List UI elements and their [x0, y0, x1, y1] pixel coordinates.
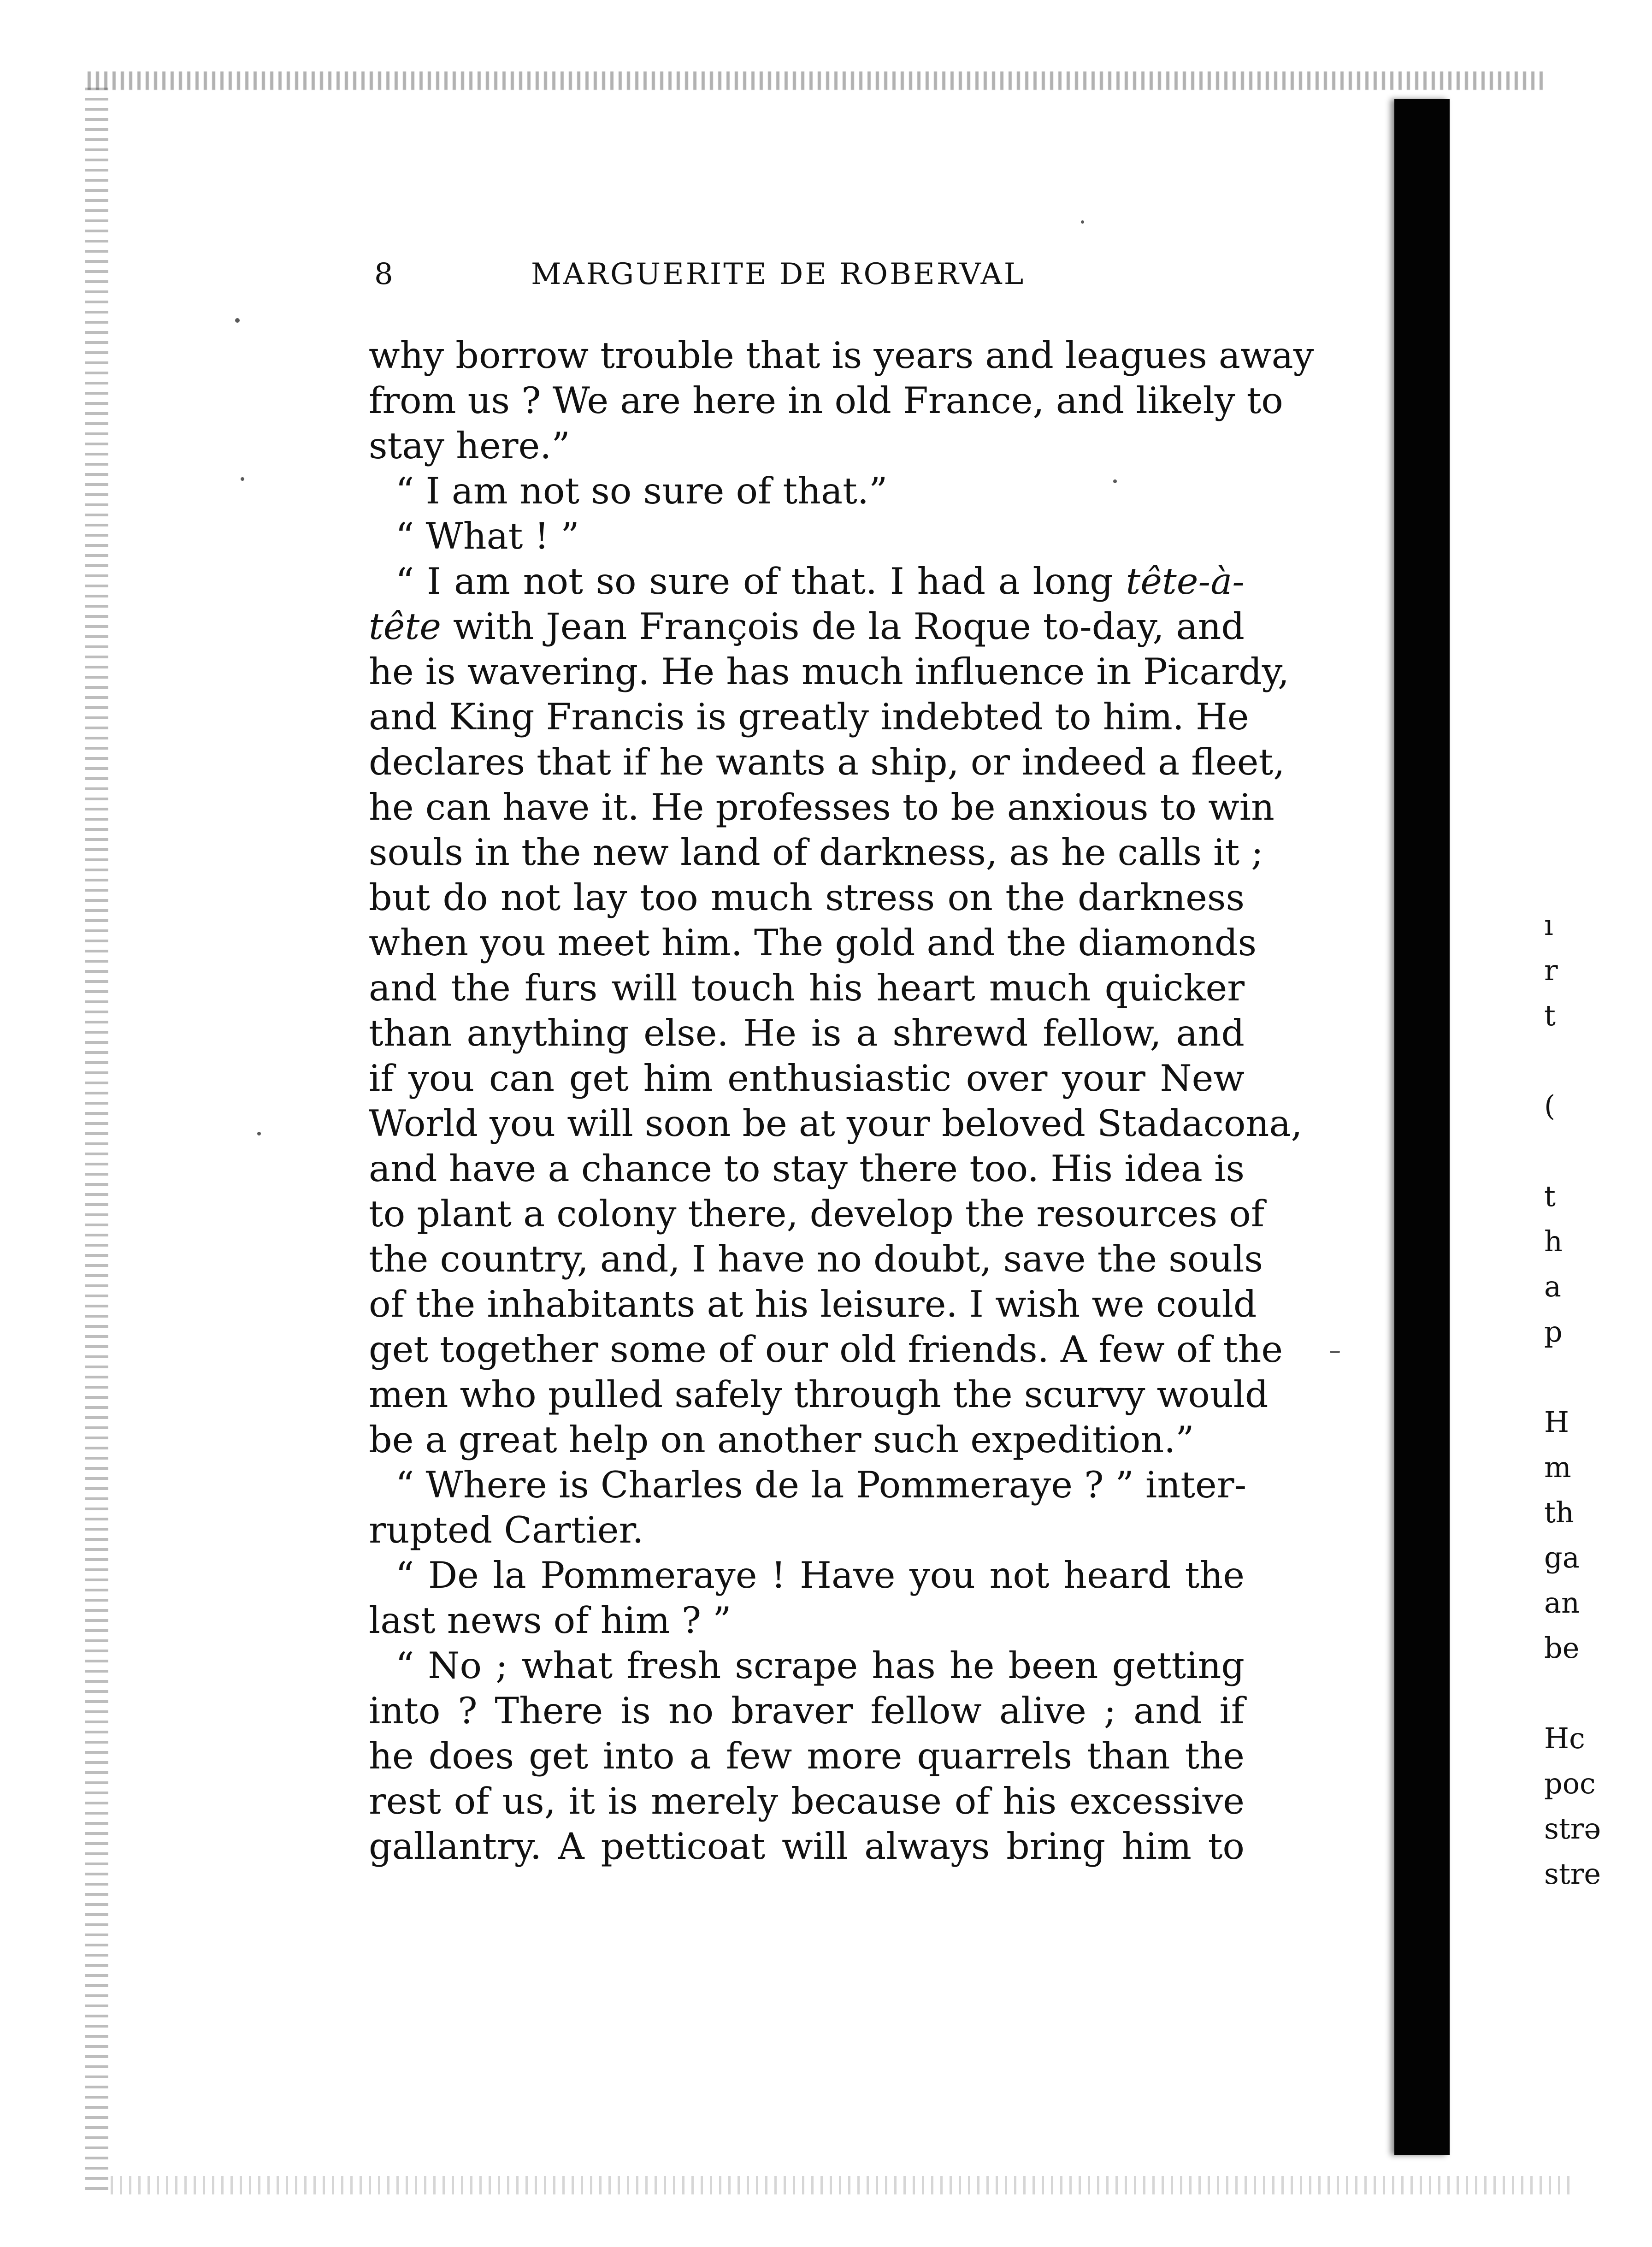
scan-speck: [235, 318, 240, 323]
right-fragment: a: [1544, 1270, 1561, 1303]
text-line-7: [369, 604, 1245, 649]
italic-tete-a-fragment: tête-à-: [1126, 560, 1245, 603]
right-fragment: t: [1544, 999, 1556, 1032]
right-fragment: strǝ: [1544, 1812, 1601, 1845]
right-fragment: ga: [1544, 1541, 1580, 1574]
bottom-scan-noise: [111, 2176, 1576, 2194]
text-line-2: from us ? We are here in old France, and likely to: [369, 379, 1283, 422]
text-line-21: the country, and, I have no doubt, save the souls: [369, 1238, 1263, 1280]
text-line-8: he is wavering. He has much influence in Picardy,: [369, 650, 1289, 693]
scan-speck: [1330, 1351, 1340, 1353]
text-line-17: if you can get him enthusiastic over your New: [369, 1057, 1245, 1100]
right-fragment: th: [1544, 1496, 1574, 1529]
text-line-33: rest of us, it is merely because of his excessive: [369, 1780, 1245, 1822]
right-fragment: m: [1544, 1450, 1571, 1484]
right-fragment: h: [1544, 1224, 1563, 1258]
text-line-23: get together some of our old friends. A few of the: [369, 1328, 1283, 1371]
text-line-3: stay here.”: [369, 425, 570, 467]
text-line-26: “ Where is Charles de la Pommeraye ? ” inter-: [395, 1464, 1247, 1506]
text-line-5: “ What ! ”: [395, 515, 579, 557]
scan-speck: [241, 477, 244, 481]
text-line-1: why borrow trouble that is years and leagues away: [369, 334, 1314, 377]
left-scan-noise: [85, 88, 108, 2190]
right-fragment: an: [1544, 1586, 1580, 1620]
italic-tete-fragment: tête: [369, 605, 441, 648]
scan-speck: [257, 1132, 261, 1135]
right-fragment: be: [1544, 1631, 1580, 1665]
text-line-32: he does get into a few more quarrels than the: [369, 1735, 1245, 1777]
text-line-7-end: with Jean François de la Roque to-day, and: [441, 605, 1245, 648]
right-fragment: ı: [1544, 908, 1553, 942]
text-line-9: and King Francis is greatly indebted to him. He: [369, 696, 1249, 738]
right-fragment: t: [1544, 1179, 1556, 1213]
text-line-20: to plant a colony there, develop the resources of: [369, 1193, 1265, 1235]
text-line-27: rupted Cartier.: [369, 1509, 644, 1551]
text-line-6-start: “ I am not so sure of that. I had a long: [395, 560, 1126, 603]
page-number: 8: [374, 257, 395, 291]
right-fragment: H: [1544, 1405, 1569, 1439]
right-fragment: poc: [1544, 1767, 1596, 1800]
text-line-31: into ? There is no braver fellow alive ; and if: [369, 1690, 1245, 1732]
scan-speck: [1081, 220, 1084, 224]
right-fragment: r: [1544, 953, 1558, 987]
page-header: [374, 251, 1222, 297]
right-fragment: stre: [1544, 1857, 1601, 1891]
text-line-34: gallantry. A petticoat will always bring him to: [369, 1825, 1245, 1868]
text-line-19: and have a chance to stay there too. His idea is: [369, 1147, 1245, 1190]
text-line-10: declares that if he wants a ship, or indeed a fleet,: [369, 741, 1285, 783]
text-line-15: and the furs will touch his heart much quicker: [369, 967, 1245, 1009]
top-scan-noise: [88, 71, 1544, 90]
right-page-fragments: [1544, 0, 1650, 2247]
book-page-body: [369, 333, 1314, 1869]
text-line-18: World you will soon be at your beloved Stadacona,: [369, 1102, 1303, 1145]
running-title: MARGUERITE DE ROBERVAL: [531, 257, 1026, 291]
text-line-29: last news of him ? ”: [369, 1599, 732, 1642]
text-line-13: but do not lay too much stress on the darkness: [369, 876, 1245, 919]
text-line-30: “ No ; what fresh scrape has he been getting: [395, 1644, 1245, 1687]
text-line-4: “ I am not so sure of that.”: [395, 470, 888, 512]
right-fragment: p: [1544, 1315, 1563, 1348]
text-line-25: be a great help on another such expedition.”: [369, 1419, 1194, 1461]
text-line-11: he can have it. He professes to be anxious to win: [369, 786, 1274, 828]
text-line-6: [369, 559, 1245, 604]
text-line-28: “ De la Pommeraye ! Have you not heard the: [395, 1554, 1245, 1597]
right-fragment: (: [1544, 1089, 1556, 1123]
text-line-24: men who pulled safely through the scurvy would: [369, 1373, 1268, 1416]
book-binding-shadow: [1394, 99, 1450, 2155]
text-line-22: of the inhabitants at his leisure. I wish we could: [369, 1283, 1257, 1325]
text-line-12: souls in the new land of darkness, as he calls it ;: [369, 831, 1263, 874]
right-fragment: Hc: [1544, 1721, 1585, 1755]
text-line-16: than anything else. He is a shrewd fellow, and: [369, 1012, 1245, 1054]
text-line-14: when you meet him. The gold and the diamonds: [369, 922, 1257, 964]
